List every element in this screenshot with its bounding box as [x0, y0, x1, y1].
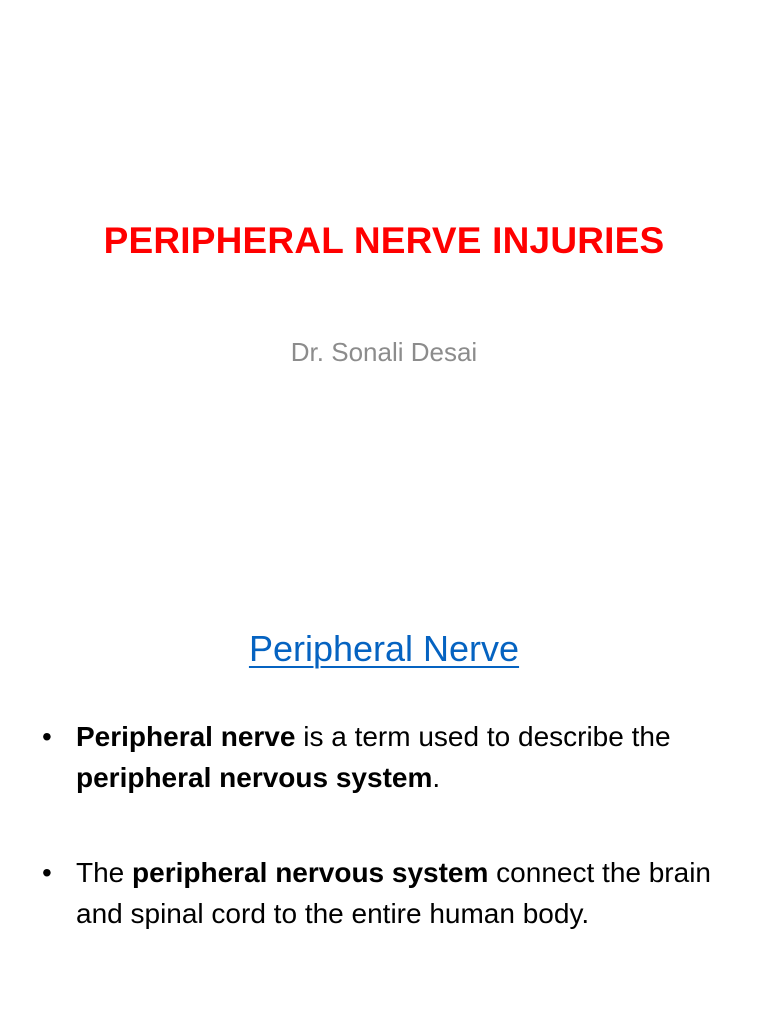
bullet-bold-term: Peripheral nerve: [76, 721, 296, 752]
presentation-author: Dr. Sonali Desai: [290, 337, 478, 367]
bullet-list: [40, 716, 730, 988]
content-slide: [0, 578, 768, 1024]
bullet-text: is a term used to describe the: [295, 721, 671, 752]
bullet-item: [40, 852, 730, 934]
bullet-dot-icon: •: [42, 857, 52, 888]
slide-heading: Peripheral Nerve: [248, 628, 520, 669]
presentation-title: PERIPHERAL NERVE INJURIES: [103, 220, 665, 261]
bullet-text: .: [432, 762, 441, 793]
bullet-bold-term: peripheral nervous system: [132, 857, 489, 888]
bullet-item: [40, 716, 730, 798]
bullet-text: The: [76, 857, 133, 888]
bullet-bold-term: peripheral nervous system: [76, 762, 433, 793]
bullet-dot-icon: •: [42, 721, 52, 752]
bullet-text: connect the brain and spinal cord to the entire human body.: [76, 857, 711, 929]
